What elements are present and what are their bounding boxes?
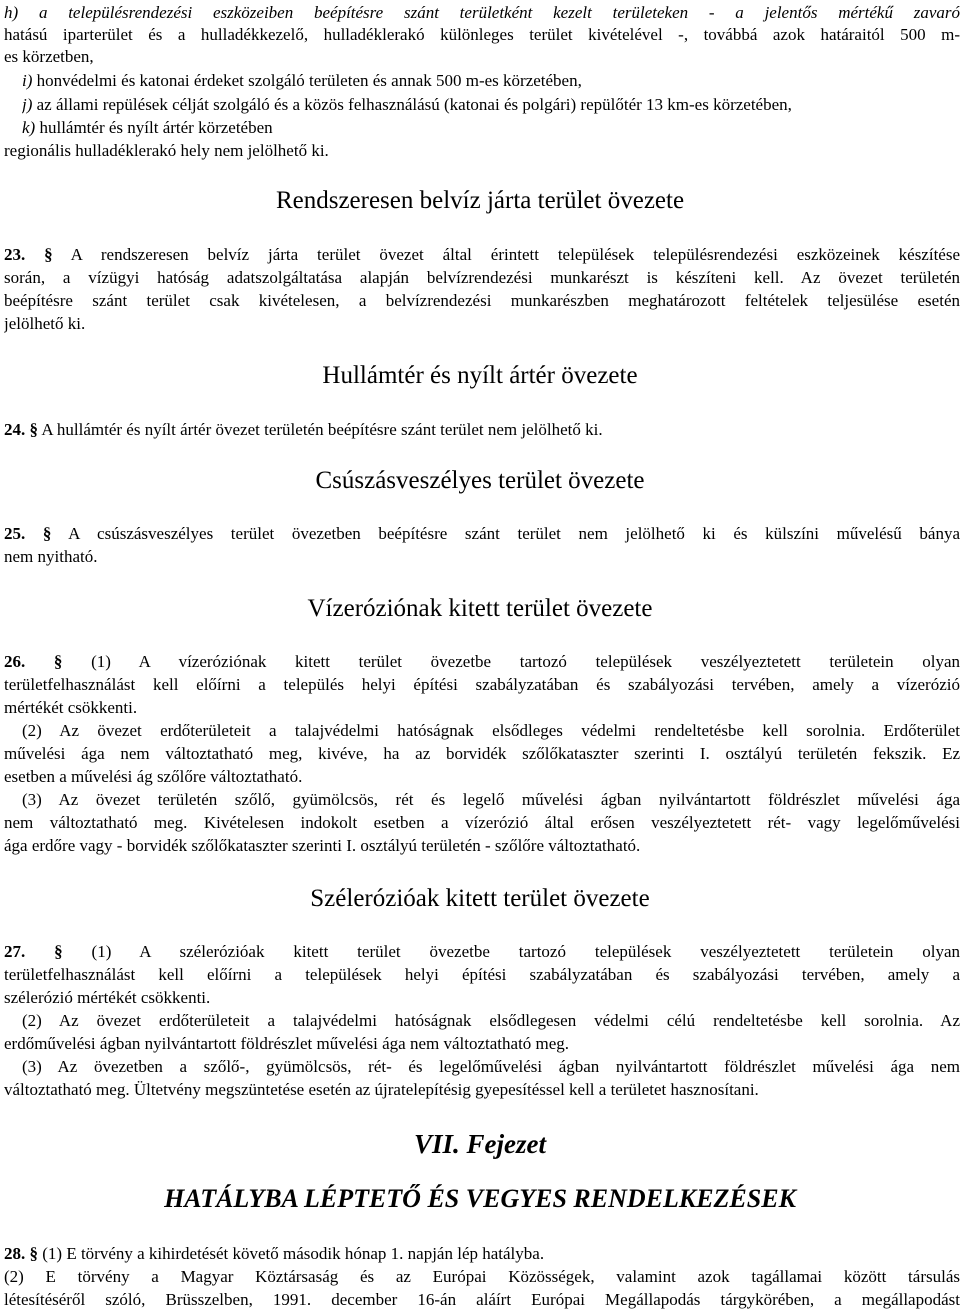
heading-hullamter: Hullámtér és nyílt ártér övezete — [322, 362, 638, 389]
list-item-i: i) honvédelmi és katonai érdeket szolgáló területen és annak 500 m-es körzetében, — [22, 71, 582, 90]
list-item-j: j) az állami repülések célját szolgáló és a közös felhasználású (katonai és polgári) repülőtér 13 km-es körzetében, — [22, 95, 792, 114]
paragraph-27-line-3: szélerózió mértékét csökkenti. — [4, 988, 211, 1007]
list-item-h-line-3: es körzetben, — [4, 47, 94, 66]
paragraph-26-line-4: (2) Az övezet erdőterületeit a talajvédelmi hatóságnak elsődleges védelmi rendeltetésbe kell sorolnia. Erdőterület — [22, 721, 960, 740]
paragraph-25-line-1: 25. § A csúszásveszélyes terület övezetben beépítésre szánt terület nem jelölhető ki és külszíni művelésű bánya — [4, 524, 960, 543]
paragraph-25-line-2: nem nyitható. — [4, 547, 98, 566]
paragraph-27-line-1: 27. § (1) A szélerózióak kitett terület övezetbe tartozó települések veszélyeztetett területein olyan — [4, 942, 960, 961]
heading-csuszasveszelyes: Csúszásveszélyes terület övezete — [315, 467, 645, 494]
paragraph-27-line-6: (3) Az övezetben a szőlő-, gyümölcsös, rét- és legelőművelési ágban nyilvántartott földrészlet művelési ága nem — [22, 1057, 960, 1076]
heading-belviz: Rendszeresen belvíz járta terület övezete — [275, 187, 685, 214]
paragraph-26-line-8: nem változtatható meg. Kivételesen indokolt esetben a vízerózió által erősen veszélyeztetett rét- vagy legelőművelési — [4, 813, 960, 832]
list-letter: h) — [4, 3, 19, 22]
paragraph-26-line-6: esetben a művelési ág szőlőre változtatható. — [4, 767, 303, 786]
paragraph-23-line-2: során, a vízügyi hatóság adatszolgáltatása alapján belvízrendezési munkarészt is készíteni kell. Az övezet területén — [4, 268, 960, 287]
paragraph-26-line-2: területfelhasználást kell előírni a település helyi építési szabályzatában és szabályozási tervében, amely a vízerózió — [4, 675, 960, 694]
list-item-h-line-1: h) a településrendezési eszközeiben beépítésre szánt területként kezelt területeken - a jelentős mértékű zavaró — [4, 3, 960, 22]
heading-szelerozio: Szélerózióak kitett terület övezete — [310, 885, 650, 912]
paragraph-26-line-9: ága erdőre vagy - borvidék szőlőkataszter szerinti I. osztályú területén - szőlőre változtatható. — [4, 836, 641, 855]
list-item-k: k) hullámtér és nyílt ártér körzetében — [22, 118, 273, 137]
paragraph-23-line-4: jelölhető ki. — [4, 314, 86, 333]
paragraph-28-line-3: létesítéséről szóló, Brüsszelben, 1991. december 16-án aláírt Európai Megállapodás tárgykörében, a megállapodást — [4, 1290, 960, 1309]
paragraph-26-line-5: művelési ága nem változtatható meg, kivéve, ha az borvidék szőlőkataszter szerinti I. osztályú területén fekszik. Ez — [4, 744, 960, 763]
paragraph-27-line-4: (2) Az övezet erdőterületeit a talajvédelmi hatóságnak elsődlegesen védelmi célú rendeltetésbe kell sorolnia. Az — [22, 1011, 960, 1030]
paragraph-23-line-1: 23. § A rendszeresen belvíz járta terület övezet által érintett települések településrendezési eszközeinek készítése — [4, 245, 960, 264]
heading-vizerozio: Vízeróziónak kitett terület övezete — [307, 595, 653, 622]
paragraph-27-line-5: erdőművelési ágban nyilvántartott földrészlet művelési ága nem változtatható meg. — [4, 1034, 570, 1053]
paragraph-23-line-3: beépítésre szánt terület csak kivételesen, a belvízrendezési munkarészben meghatározott feltételek teljesülése esetén — [4, 291, 960, 310]
chapter-title: HATÁLYBA LÉPTETŐ ÉS VEGYES RENDELKEZÉSEK — [164, 1184, 796, 1213]
paragraph-24-line-1: 24. § A hullámtér és nyílt ártér övezet területén beépítésre szánt terület nem jelölhető ki. — [4, 420, 603, 439]
paragraph-27-line-2: területfelhasználást kell előírni a települések helyi építési szabályzatában és szabályozási tervében, amely a — [4, 965, 960, 984]
paragraph-26-line-3: mértékét csökkenti. — [4, 698, 138, 717]
paragraph-28-line-1: 28. § (1) E törvény a kihirdetését követő második hónap 1. napján lép hatályba. — [4, 1244, 545, 1263]
paragraph-26-line-7: (3) Az övezet területén szőlő, gyümölcsös, rét és legelő művelési ágban nyilvántartott földrészlet művelési ága — [22, 790, 960, 809]
list-item-h-line-2: hatású iparterület és a hulladékkezelő, hulladéklerakó különleges terület kivételével -, továbbá azok határaitól 500 m- — [4, 25, 960, 44]
paragraph-28-line-2: (2) E törvény a Magyar Köztársaság és az Európai Közösségek, valamint azok tagállamai között társulás — [4, 1267, 960, 1286]
chapter-number: VII. Fejezet — [414, 1129, 546, 1159]
paragraph-27-line-7: változtatható meg. Ültetvény megszüntetése esetén az újratelepítésig gyepesítéssel kell a területet hasznosítani. — [4, 1080, 759, 1099]
list-closing-line: regionális hulladéklerakó hely nem jelölhető ki. — [4, 141, 329, 160]
paragraph-26-line-1: 26. § (1) A vízeróziónak kitett terület övezetbe tartozó települések veszélyeztetett területein olyan — [4, 652, 960, 671]
